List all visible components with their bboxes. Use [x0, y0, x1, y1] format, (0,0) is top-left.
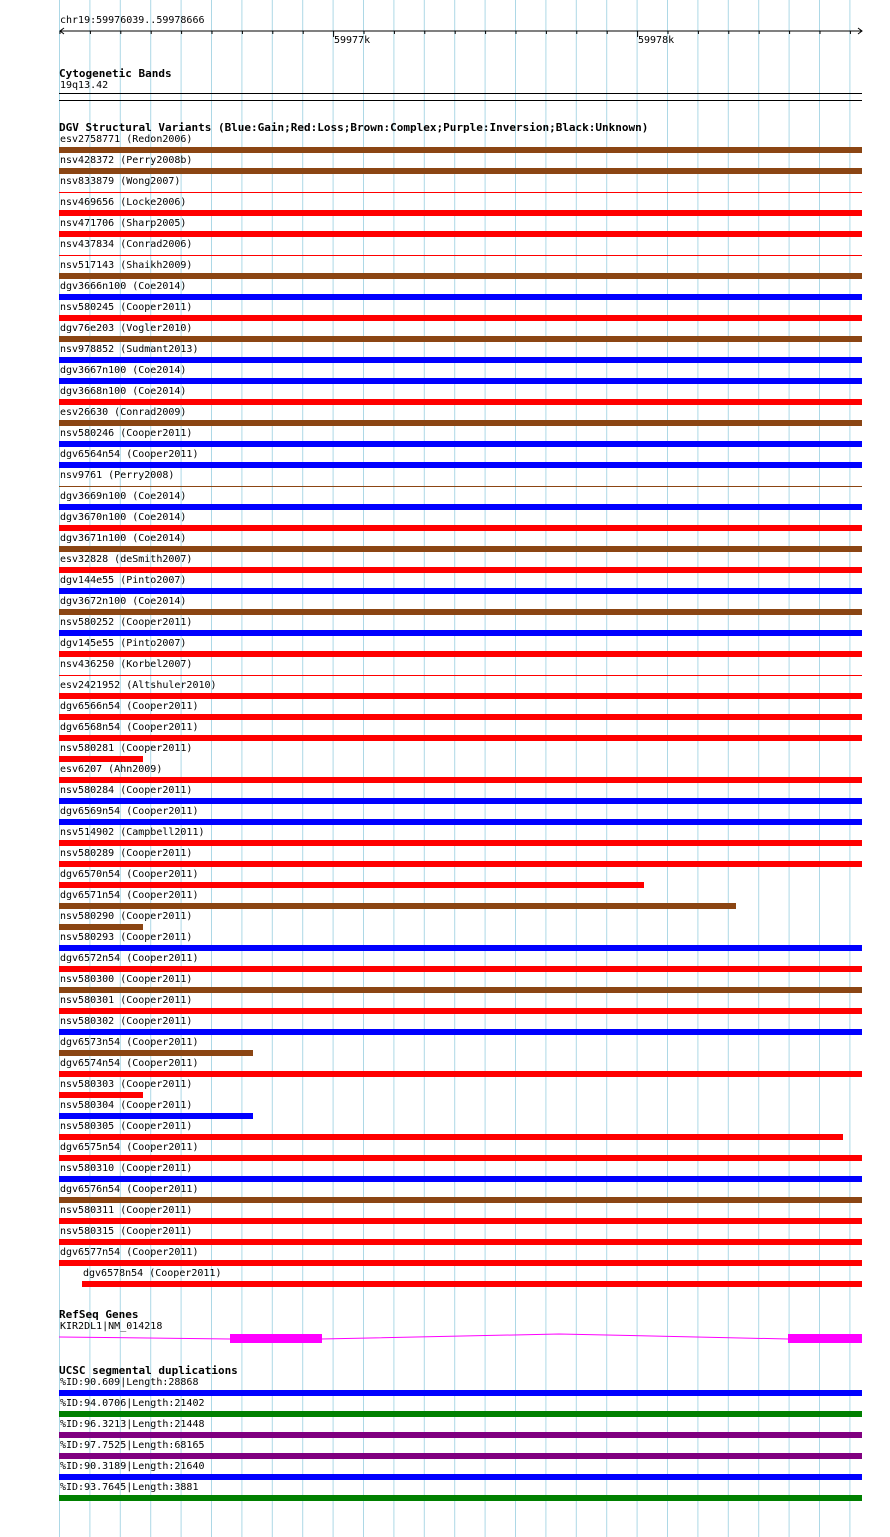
dgv-variant-bar[interactable]: [59, 231, 862, 237]
dgv-variant-label[interactable]: nsv469656 (Locke2006): [60, 197, 187, 208]
dgv-variant-label[interactable]: esv6207 (Ahn2009): [60, 764, 163, 775]
segdup-track-title[interactable]: UCSC segmental duplications: [59, 1364, 238, 1377]
dgv-variant-label[interactable]: nsv436250 (Korbel2007): [60, 659, 193, 670]
cytoband-line-bottom: [59, 100, 862, 101]
dgv-variant-label[interactable]: dgv3672n100 (Coe2014): [60, 596, 187, 607]
dgv-variant-bar[interactable]: [59, 441, 862, 447]
dgv-variant-bar[interactable]: [59, 630, 862, 636]
dgv-variant-label[interactable]: esv2421952 (Altshuler2010): [60, 680, 217, 691]
dgv-variant-label[interactable]: dgv6575n54 (Cooper2011): [60, 1142, 199, 1153]
dgv-variant-label[interactable]: dgv144e55 (Pinto2007): [60, 575, 187, 586]
dgv-variant-label[interactable]: nsv580310 (Cooper2011): [60, 1163, 193, 1174]
dgv-variant-label[interactable]: dgv6572n54 (Cooper2011): [60, 953, 199, 964]
dgv-variant-label[interactable]: esv2758771 (Redon2006): [60, 134, 193, 145]
dgv-variant-bar[interactable]: [59, 966, 862, 972]
dgv-variant-label[interactable]: nsv580303 (Cooper2011): [60, 1079, 193, 1090]
refseq-track-title[interactable]: RefSeq Genes: [59, 1308, 139, 1321]
dgv-variant-bar[interactable]: [82, 1281, 862, 1287]
dgv-variant-bar[interactable]: [59, 255, 862, 256]
segdup-label[interactable]: %ID:90.3189|Length:21640: [60, 1461, 205, 1472]
segdup-label[interactable]: %ID:93.7645|Length:3881: [60, 1482, 199, 1493]
dgv-variant-bar[interactable]: [59, 840, 862, 846]
dgv-variant-label[interactable]: nsv428372 (Perry2008b): [60, 155, 193, 166]
dgv-variant-label[interactable]: nsv580315 (Cooper2011): [60, 1226, 193, 1237]
segdup-label[interactable]: %ID:90.609|Length:28868: [60, 1377, 199, 1388]
dgv-variant-label[interactable]: nsv580245 (Cooper2011): [60, 302, 193, 313]
dgv-variant-label[interactable]: dgv76e203 (Vogler2010): [60, 323, 193, 334]
dgv-variant-label[interactable]: nsv580293 (Cooper2011): [60, 932, 193, 943]
dgv-variant-label[interactable]: dgv3670n100 (Coe2014): [60, 512, 187, 523]
dgv-variant-bar[interactable]: [59, 357, 862, 363]
dgv-variant-bar[interactable]: [59, 756, 143, 762]
dgv-variant-label[interactable]: esv32828 (deSmith2007): [60, 554, 193, 565]
dgv-variant-bar[interactable]: [59, 192, 862, 193]
cytoband-track-title[interactable]: Cytogenetic Bands: [59, 67, 172, 80]
dgv-variant-bar[interactable]: [59, 945, 862, 951]
dgv-variant-bar[interactable]: [59, 1155, 862, 1161]
dgv-variant-bar[interactable]: [59, 399, 862, 405]
dgv-variant-bar[interactable]: [59, 294, 862, 300]
dgv-variant-bar[interactable]: [59, 1176, 862, 1182]
dgv-variant-bar[interactable]: [59, 210, 862, 216]
dgv-variant-bar[interactable]: [59, 1197, 862, 1203]
dgv-variant-label[interactable]: nsv580304 (Cooper2011): [60, 1100, 193, 1111]
gene-exon[interactable]: [230, 1334, 322, 1343]
dgv-variant-bar[interactable]: [59, 504, 862, 510]
dgv-variant-label[interactable]: nsv580284 (Cooper2011): [60, 785, 193, 796]
dgv-variant-bar[interactable]: [59, 336, 862, 342]
segdup-label[interactable]: %ID:96.3213|Length:21448: [60, 1419, 205, 1430]
dgv-variant-bar[interactable]: [59, 378, 862, 384]
dgv-variant-label[interactable]: dgv6564n54 (Cooper2011): [60, 449, 199, 460]
dgv-variant-bar[interactable]: [59, 777, 862, 783]
dgv-variant-label[interactable]: dgv6576n54 (Cooper2011): [60, 1184, 199, 1195]
ruler-tick-label-59977k: 59977k: [334, 35, 371, 46]
dgv-variant-bar[interactable]: [59, 315, 862, 321]
dgv-variant-bar[interactable]: [59, 420, 862, 426]
dgv-variant-bar[interactable]: [59, 735, 862, 741]
dgv-variant-bar[interactable]: [59, 675, 862, 676]
dgv-variant-bar[interactable]: [59, 798, 862, 804]
dgv-variant-bar[interactable]: [59, 861, 862, 867]
dgv-variant-label[interactable]: dgv145e55 (Pinto2007): [60, 638, 187, 649]
refseq-gene-label[interactable]: KIR2DL1|NM_014218: [60, 1321, 163, 1332]
dgv-variant-label[interactable]: dgv3668n100 (Coe2014): [60, 386, 187, 397]
dgv-variant-label[interactable]: nsv9761 (Perry2008): [60, 470, 175, 481]
dgv-variant-label[interactable]: nsv471706 (Sharp2005): [60, 218, 187, 229]
dgv-variant-bar[interactable]: [59, 1008, 862, 1014]
segdup-bar[interactable]: [59, 1432, 862, 1438]
dgv-variant-label[interactable]: dgv3671n100 (Coe2014): [60, 533, 187, 544]
dgv-variant-bar[interactable]: [59, 525, 862, 531]
dgv-variant-label[interactable]: nsv580305 (Cooper2011): [60, 1121, 193, 1132]
ruler-range: chr19:59976039..59978666: [60, 15, 205, 26]
segdup-label[interactable]: %ID:97.7525|Length:68165: [60, 1440, 205, 1451]
dgv-variant-bar[interactable]: [59, 273, 862, 279]
dgv-variant-label[interactable]: nsv437834 (Conrad2006): [60, 239, 193, 250]
cytoband-line-top: [59, 93, 862, 94]
dgv-variant-label[interactable]: dgv6574n54 (Cooper2011): [60, 1058, 199, 1069]
dgv-variant-label[interactable]: nsv514902 (Campbell2011): [60, 827, 205, 838]
gene-intron-line: [59, 1334, 862, 1339]
dgv-variant-bar[interactable]: [59, 819, 862, 825]
dgv-variant-bar[interactable]: [59, 987, 862, 993]
dgv-variant-label[interactable]: dgv6578n54 (Cooper2011): [83, 1268, 222, 1279]
dgv-variant-bar[interactable]: [59, 1134, 843, 1140]
dgv-variant-label[interactable]: dgv6571n54 (Cooper2011): [60, 890, 199, 901]
dgv-variant-bar[interactable]: [59, 714, 862, 720]
dgv-variant-bar[interactable]: [59, 1113, 253, 1119]
dgv-variant-bar[interactable]: [59, 1029, 862, 1035]
dgv-variant-label[interactable]: dgv3669n100 (Coe2014): [60, 491, 187, 502]
dgv-variant-label[interactable]: dgv6569n54 (Cooper2011): [60, 806, 199, 817]
dgv-variant-label[interactable]: esv26630 (Conrad2009): [60, 407, 187, 418]
dgv-variant-bar[interactable]: [59, 1218, 862, 1224]
dgv-variant-label[interactable]: nsv517143 (Shaikh2009): [60, 260, 193, 271]
dgv-variant-label[interactable]: nsv580300 (Cooper2011): [60, 974, 193, 985]
segdup-bar[interactable]: [59, 1495, 862, 1501]
refseq-gene-model[interactable]: [59, 1330, 862, 1346]
dgv-variant-bar[interactable]: [59, 147, 862, 153]
dgv-variant-bar[interactable]: [59, 462, 862, 468]
dgv-variant-bar[interactable]: [59, 546, 862, 552]
dgv-variant-bar[interactable]: [59, 1071, 862, 1077]
dgv-variant-label[interactable]: dgv3667n100 (Coe2014): [60, 365, 187, 376]
dgv-variant-label[interactable]: nsv580281 (Cooper2011): [60, 743, 193, 754]
cytoband-label[interactable]: 19q13.42: [60, 80, 109, 91]
dgv-variant-bar[interactable]: [59, 882, 644, 888]
dgv-variant-label[interactable]: nsv580311 (Cooper2011): [60, 1205, 193, 1216]
dgv-variant-label[interactable]: nsv978852 (Sudmant2013): [60, 344, 199, 355]
dgv-track-title[interactable]: DGV Structural Variants (Blue:Gain;Red:Loss;Brown:Complex;Purple:Inversion;Black:Unknown): [59, 121, 649, 134]
dgv-variant-label[interactable]: dgv3666n100 (Coe2014): [60, 281, 187, 292]
dgv-variant-label[interactable]: nsv580252 (Cooper2011): [60, 617, 193, 628]
segdup-bar[interactable]: [59, 1411, 862, 1417]
dgv-variant-bar[interactable]: [59, 168, 862, 174]
dgv-variant-bar[interactable]: [59, 903, 736, 909]
segdup-bar[interactable]: [59, 1474, 862, 1480]
dgv-variant-bar[interactable]: [59, 924, 143, 930]
segdup-bar[interactable]: [59, 1390, 862, 1396]
dgv-variant-bar[interactable]: [59, 588, 862, 594]
segdup-label[interactable]: %ID:94.0706|Length:21402: [60, 1398, 205, 1409]
dgv-variant-label[interactable]: dgv6577n54 (Cooper2011): [60, 1247, 199, 1258]
ruler-axis: [57, 26, 865, 38]
dgv-variant-label[interactable]: nsv580246 (Cooper2011): [60, 428, 193, 439]
dgv-variant-label[interactable]: dgv6573n54 (Cooper2011): [60, 1037, 199, 1048]
dgv-variant-label[interactable]: dgv6570n54 (Cooper2011): [60, 869, 199, 880]
dgv-variant-bar[interactable]: [59, 651, 862, 657]
dgv-variant-label[interactable]: nsv580289 (Cooper2011): [60, 848, 193, 859]
dgv-variant-bar[interactable]: [59, 693, 862, 699]
dgv-variant-label[interactable]: nsv833879 (Wong2007): [60, 176, 181, 187]
dgv-variant-label[interactable]: nsv580302 (Cooper2011): [60, 1016, 193, 1027]
dgv-variant-label[interactable]: dgv6566n54 (Cooper2011): [60, 701, 199, 712]
dgv-variant-label[interactable]: dgv6568n54 (Cooper2011): [60, 722, 199, 733]
dgv-variant-bar[interactable]: [59, 1050, 253, 1056]
dgv-variant-bar[interactable]: [59, 1260, 862, 1266]
dgv-variant-bar[interactable]: [59, 1239, 862, 1245]
dgv-variant-label[interactable]: nsv580290 (Cooper2011): [60, 911, 193, 922]
dgv-variant-bar[interactable]: [59, 567, 862, 573]
dgv-variant-bar[interactable]: [59, 486, 862, 487]
gene-exon[interactable]: [788, 1334, 862, 1343]
segdup-bar[interactable]: [59, 1453, 862, 1459]
dgv-variant-bar[interactable]: [59, 609, 862, 615]
dgv-variant-bar[interactable]: [59, 1092, 143, 1098]
ruler-tick-label-59978k: 59978k: [638, 35, 675, 46]
dgv-variant-label[interactable]: nsv580301 (Cooper2011): [60, 995, 193, 1006]
